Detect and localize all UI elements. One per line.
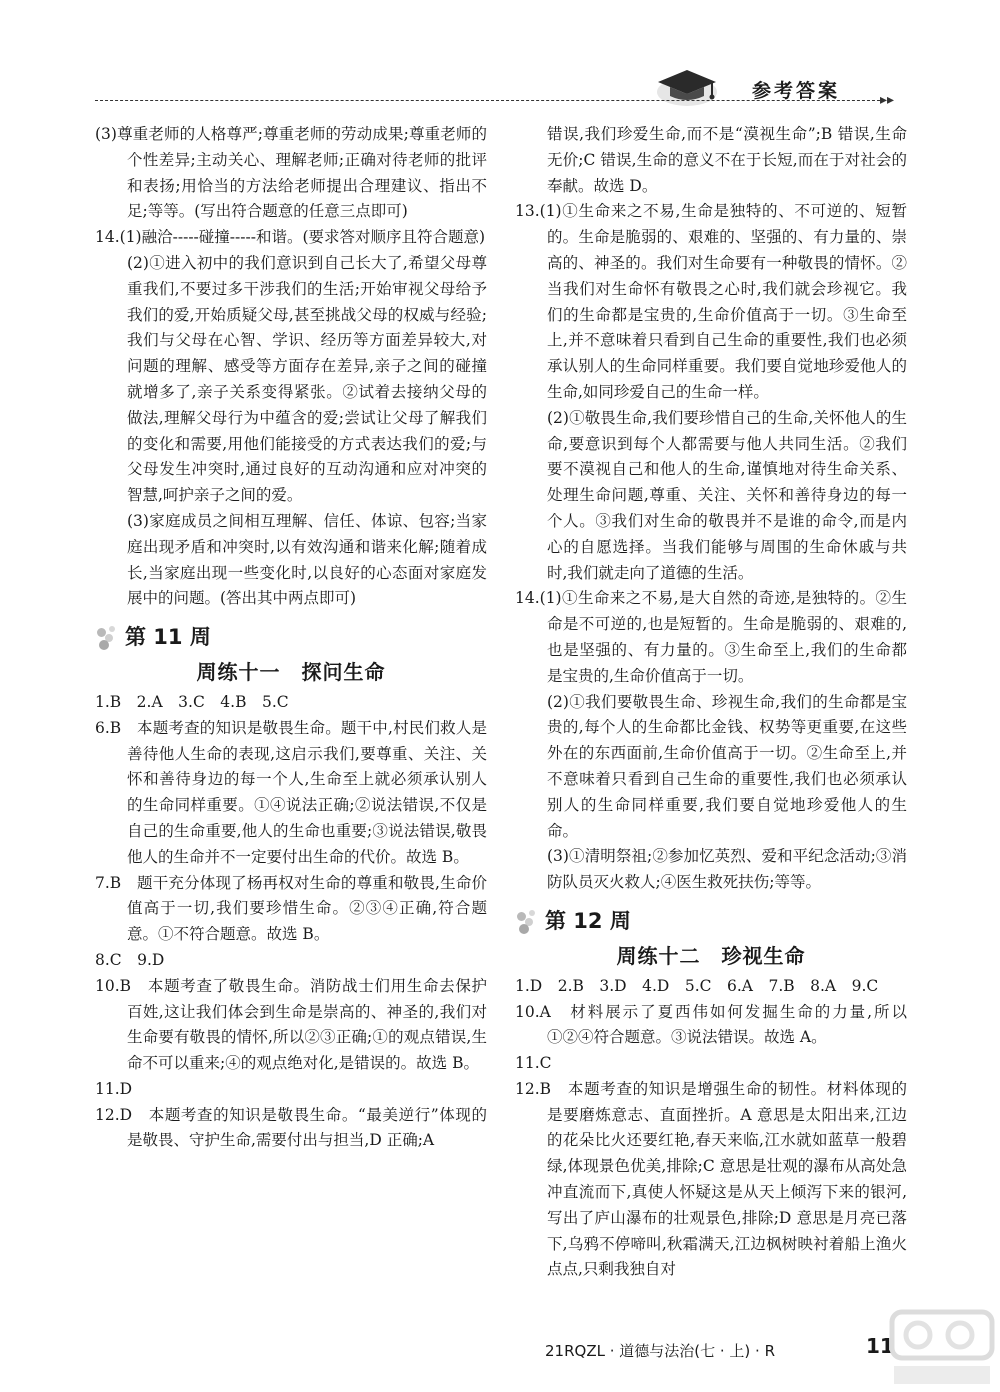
answer-paragraph: 1.D 2.B 3.D 4.D 5.C 6.A 7.B 8.A 9.C	[515, 976, 879, 995]
answer-paragraph: 10.A 材料展示了夏西伟如何发掘生命的力量,所以①②④符合题意。③说法错误。故选 A。	[515, 1002, 907, 1047]
answer-paragraph: 11.D	[95, 1079, 133, 1098]
answer-paragraph: 错误,我们珍爱生命,而不是“漠视生命”;B 错误,生命无价;C 错误,生命的意义不在于长短,而在于对社会的奉献。故选 D。	[547, 125, 907, 195]
left-column	[95, 122, 487, 1154]
answer-paragraph: 1.B 2.A 3.C 4.B 5.C	[95, 692, 289, 711]
answer-paragraph: (3)尊重老师的人格尊严;尊重老师的劳动成果;尊重老师的个性差异;主动关心、理解老师;正确对待老师的批评和表扬;用恰当的方法给老师提出合理建议、指出不足;等等。(写出符合题意的任意三点即可)	[95, 125, 487, 221]
answer-paragraph: 14.(1)①生命来之不易,是大自然的奇迹,是独特的。②生命是不可逆的,也是短暂的。生命是脆弱的、艰难的,也是坚强的、有力量的。③生命至上,我们的生命都是宝贵的,生命价值高于一切。	[515, 589, 907, 685]
answer-paragraph: 8.C 9.D	[95, 950, 165, 969]
right-column	[515, 122, 907, 1283]
answer-paragraph: 7.B 题干充分体现了杨再权对生命的尊重和敬畏,生命价值高于一切,我们要珍惜生命。②③④正确,符合题意。①不符合题意。故选 B。	[95, 873, 487, 944]
week-12-heading	[515, 906, 907, 938]
footer-code: 21RQZL · 道德与法治(七 · 上) · R	[545, 1342, 775, 1360]
answer-paragraph: (2)①敬畏生命,我们要珍惜自己的生命,关怀他人的生命,要意识到每个人都需要与他人共同生活。②我们要不漠视自己和他人的生命,谨慎地对待生命关系、处理生命问题,尊重、关注、关怀和善待身边的每一个人。③我们对生命的敬畏并不是谁的命令,而是内心的自愿选择。当我们能够与周围的生命休戚与共时,我们就走向了道德的生活。	[547, 408, 907, 582]
arrow-right-icon: ▸▸	[880, 92, 895, 108]
page-number: 11	[866, 1334, 894, 1358]
exercise-title: 周练十一 探问生命	[196, 660, 386, 685]
answer-paragraph: 12.D 本题考查的知识是敬畏生命。“最美逆行”体现的是敬畏、守护生命,需要付出与担当,D 正确;A	[95, 1105, 487, 1150]
watermark-logo	[888, 1306, 996, 1390]
answer-paragraph: (3)①清明祭祖;②参加忆英烈、爱和平纪念活动;③消防队员灭火救人;④医生救死扶伤;等等。	[547, 847, 907, 892]
week-title: 第 11 周	[125, 625, 211, 650]
exercise-title: 周练十二 珍视生命	[616, 943, 806, 968]
fingerprint-icon	[515, 908, 539, 936]
header-divider	[95, 100, 885, 101]
answer-paragraph: (2)①我们要敬畏生命、珍视生命,我们的生命都是宝贵的,每个人的生命都比金钱、权势等更重要,在这些外在的东西面前,生命价值高于一切。②生命至上,并不意味着只看到自己生命的重要性,我们也必须承认别人的生命同样重要,我们要自觉地珍爱他人的生命。	[547, 692, 907, 840]
answer-paragraph: 12.B 本题考查的知识是增强生命的韧性。材料体现的是要磨炼意志、直面挫折。A 意思是太阳出来,江边的花朵比火还要红艳,春天来临,江水就如蓝草一般碧绿,体现景色优美,排除;C 意思是壮观的瀑布从高处急冲直流而下,真使人怀疑这是从天上倾泻下来的银河,写出了庐山瀑布的壮观景色,排除;D 意思是月亮已落下,乌鸦不停啼叫,秋霜满天,江边枫树映衬着船上渔火点点,只剩我独自对	[515, 1079, 907, 1279]
answer-paragraph: 14.(1)融洽-----碰撞-----和谐。(要求答对顺序且符合题意)	[95, 228, 486, 247]
answer-block	[95, 690, 487, 1154]
answer-block	[95, 122, 487, 612]
answer-paragraph: (3)家庭成员之间相互理解、信任、体谅、包容;当家庭出现矛盾和冲突时,以有效沟通和谐来化解;随着成长,当家庭出现一些变化时,以良好的心态面对家庭发展中的问题。(答出其中两点即可)	[127, 511, 487, 608]
week-11-heading	[95, 622, 487, 654]
fingerprint-icon	[95, 624, 119, 652]
graduation-cap-icon	[652, 62, 722, 110]
week-title: 第 12 周	[545, 909, 631, 933]
answer-paragraph: 13.(1)①生命来之不易,生命是独特的、不可逆的、短暂的。生命是脆弱的、艰难的、坚强的、有力量的、崇高的、神圣的。我们对生命要有一种敬畏的情怀。②当我们对生命怀有敬畏之心时,我们就会珍视它。我们的生命都是宝贵的,生命价值高于一切。③生命至上,并不意味着只看到自己生命的重要性,我们也必须承认别人的生命同样重要。我们要自觉地珍爱他人的生命,如同珍爱自己的生命一样。	[515, 202, 907, 401]
answer-block	[515, 974, 907, 1284]
header-title: 参考答案	[752, 80, 841, 102]
answer-paragraph: 6.B 本题考查的知识是敬畏生命。题干中,村民们救人是善待他人生命的表现,这启示我们,要尊重、关注、关怀和善待身边的每一个人,生命至上就必须承认别人的生命同样重要。①④说法正确;②说法错误,不仅是自己的生命重要,他人的生命也重要;③说法错误,敬畏他人的生命并不一定要付出生命的代价。故选 B。	[95, 718, 487, 866]
answer-paragraph: 11.C	[515, 1054, 552, 1073]
answer-paragraph: 10.B 本题考查了敬畏生命。消防战士们用生命去保护百姓,这让我们体会到生命是崇高的、神圣的,我们对生命要有敬畏的情怀,所以②③正确;①的观点错误,生命不可以重来;④的观点绝对化,是错误的。故选 B。	[95, 976, 487, 1073]
answer-block	[515, 122, 907, 896]
answer-paragraph: (2)①进入初中的我们意识到自己长大了,希望父母尊重我们,不要过多干涉我们的生活;开始审视父母给予我们的爱,开始质疑父母,甚至挑战父母的权威与经验;我们与父母在心智、学识、经历等方面差异较大,对问题的理解、感受等方面存在差异,亲子之间的碰撞就增多了,亲子关系变得紧张。②试着去接纳父母的做法,理解父母行为中蕴含的爱;尝试让父母了解我们的变化和需要,用他们能接受的方式表达我们的爱;与父母发生冲突时,通过良好的互动沟通和应对冲突的智慧,呵护亲子之间的爱。	[127, 253, 487, 505]
